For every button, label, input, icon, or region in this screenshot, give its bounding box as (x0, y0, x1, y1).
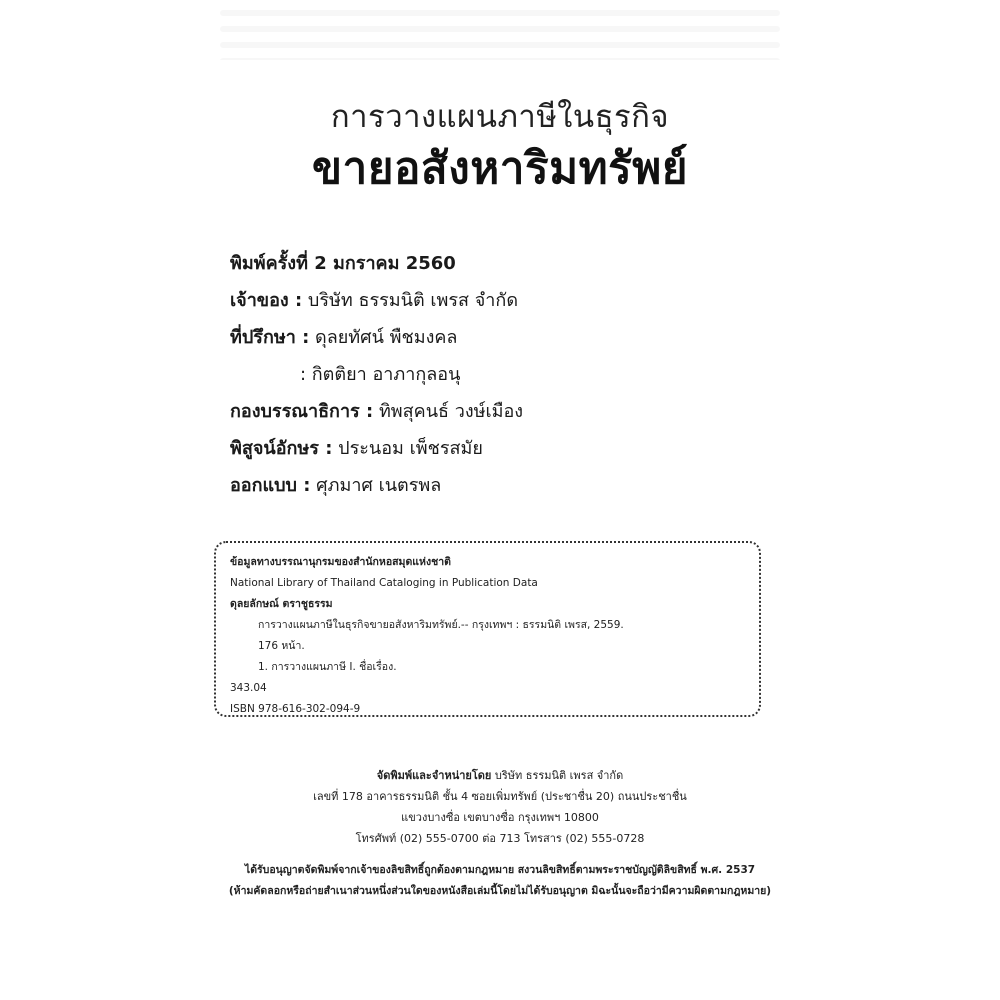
cip-author: ดุลยลักษณ์ ตราชูธรรม (230, 598, 333, 610)
copyright-notice (0, 860, 1000, 902)
publisher-address-1: เลขที่ 178 อาคารธรรมนิติ ชั้น 4 ซอยเพิ่มทรัพย์ (ประชาชื่น 20) ถนนประชาชื่น (313, 790, 687, 803)
proofreader-value: ประนอม เพ็ชรสมัย (338, 438, 483, 459)
book-main-title: ขายอสังหาริมทรัพย์ (311, 143, 689, 194)
publisher-name: บริษัท ธรรมนิติ เพรส จำกัด (494, 769, 624, 782)
editorial-line (230, 393, 790, 430)
cip-heading-english: National Library of Thailand Cataloging in Publication Data (230, 577, 538, 589)
publisher-address-2: แขวงบางซื่อ เขตบางซื่อ กรุงเทพฯ 10800 (401, 811, 599, 824)
proofreader-label: พิสูจน์อักษร : (230, 438, 333, 459)
cip-subject: 1. การวางแผนภาษี I. ชื่อเรื่อง. (258, 661, 397, 673)
owner-line (230, 282, 790, 319)
designer-label: ออกแบบ : (230, 475, 311, 496)
owner-label: เจ้าของ : (230, 290, 303, 311)
editorial-value: ทิพสุคนธ์ วงษ์เมือง (378, 401, 524, 422)
edition-text: พิมพ์ครั้งที่ 2 มกราคม 2560 (230, 253, 456, 274)
advisor-line (230, 319, 790, 356)
copyright-line-1: ได้รับอนุญาตจัดพิมพ์จากเจ้าของลิขสิทธิ์ถูกต้องตามกฎหมาย สงวนลิขสิทธิ์ตามพระราชบัญญัติลิขสิทธิ์ พ.ศ. 2537 (244, 864, 756, 876)
copyright-line-2: (ห้ามคัดลอกหรือถ่ายสำเนาส่วนหนึ่งส่วนใดของหนังสือเล่มนี้โดยไม่ได้รับอนุญาต มิฉะนั้นจะถือว่ามีความผิดตามกฎหมาย) (228, 885, 772, 897)
credits-section (230, 245, 790, 504)
proofreader-line (230, 430, 790, 467)
cip-heading-thai: ข้อมูลทางบรรณานุกรมของสำนักหอสมุดแห่งชาติ (230, 556, 451, 568)
advisor-value-2: : กิตติยา อาภากุลอนุ (300, 364, 461, 385)
show-through-background (0, 0, 1000, 60)
editorial-label: กองบรรณาธิการ : (230, 401, 374, 422)
publisher-line (0, 765, 1000, 786)
publisher-phone: โทรศัพท์ (02) 555-0700 ต่อ 713 โทรสาร (02) 555-0728 (355, 832, 645, 845)
cataloging-in-publication-box (214, 541, 761, 717)
publisher-label: จัดพิมพ์และจำหน่ายโดย (376, 769, 492, 782)
advisor-value-1: ดุลยทัศน์ พืชมงคล (315, 327, 458, 348)
book-title (0, 95, 1000, 199)
designer-line (230, 467, 790, 504)
cip-isbn: ISBN 978-616-302-094-9 (230, 703, 361, 715)
book-subtitle: การวางแผนภาษีในธุรกิจ (330, 99, 670, 135)
publisher-section (0, 765, 1000, 849)
cip-title-line: การวางแผนภาษีในธุรกิจขายอสังหาริมทรัพย์.-- กรุงเทพฯ : ธรรมนิติ เพรส, 2559. (258, 619, 624, 631)
edition-line (230, 245, 790, 282)
owner-value: บริษัท ธรรมนิติ เพรส จำกัด (307, 290, 519, 311)
designer-value: ศุภมาศ เนตรพล (316, 475, 442, 496)
advisor-label: ที่ปรึกษา : (230, 327, 310, 348)
advisor-line-2 (230, 356, 790, 393)
cip-pages: 176 หน้า. (258, 640, 305, 652)
cip-classification: 343.04 (230, 682, 267, 694)
